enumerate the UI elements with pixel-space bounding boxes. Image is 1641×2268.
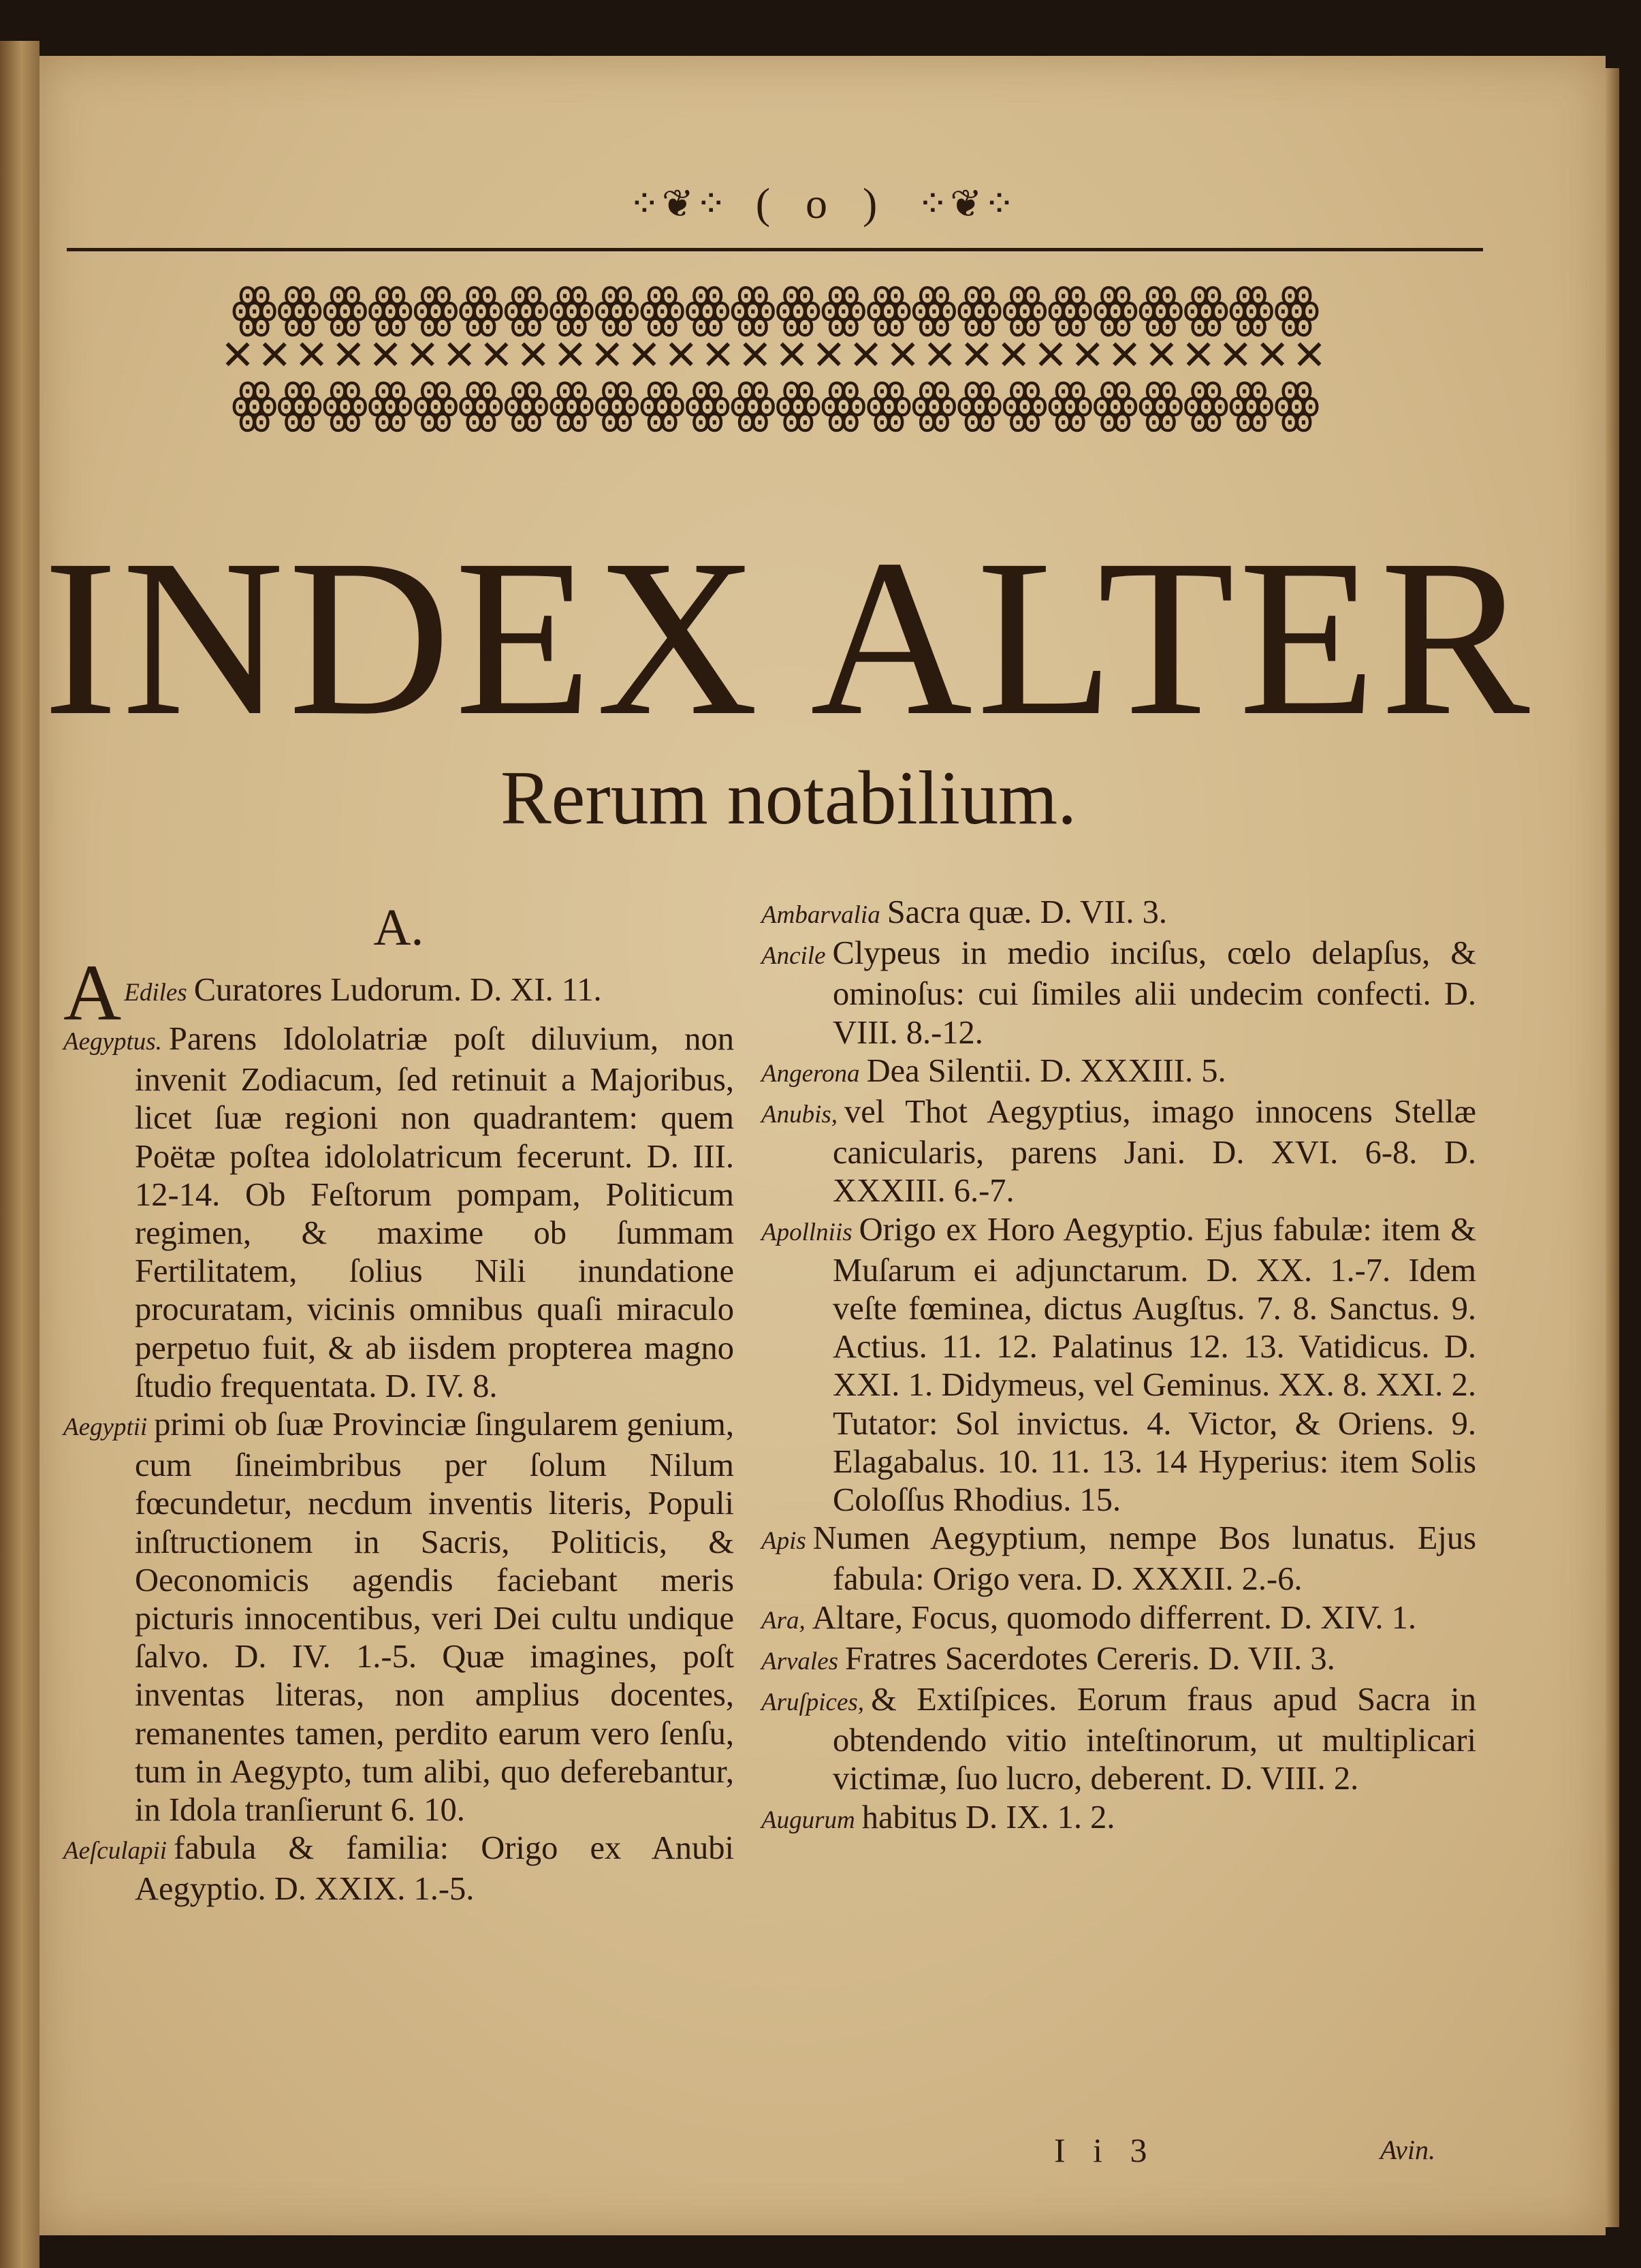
index-entry: [63, 1020, 734, 1406]
entry-headword: Ara,: [761, 1606, 806, 1635]
ornament-left-icon: ⁘❦⁘: [628, 183, 729, 225]
entry-headword: Angerona: [761, 1059, 860, 1088]
entry-text: Curatores Ludorum. D. XI. 11.: [193, 972, 602, 1008]
page-title: INDEX ALTER: [43, 514, 1534, 762]
index-entry: [761, 1640, 1476, 1681]
entry-text: Numen Aegyptium, nempe Bos lunatus. Ejus fabula: Origo vera. D. XXXII. 2.-6.: [812, 1520, 1476, 1598]
index-entry: [761, 894, 1476, 934]
entry-text: Parens Idololatriæ poſt diluvium, non invenit Zodiacum, ſed retinuit a Majoribus, licet ſuæ regioni non quadrantem: quem Poëtæ poſtea idololatricum fecerunt. D. III. 12-14. Ob Feſtorum pompam, Politicum regimen, & maxime ob ſummam Fertilitatem, ſolius Nili inundatione procuratam, vicinis omnibus quaſi miraculo perpetuo fuit, & ab iisdem propterea magno ſtudio frequentata. D. IV. 8.: [135, 1021, 734, 1404]
entry-text: & Extiſpices. Eorum fraus apud Sacra in obtendendo vitio inteſtinorum, ut multiplicari victimæ, ſuo lucro, deberent. D. VIII. 2.: [833, 1682, 1476, 1797]
index-entry: [761, 1681, 1476, 1799]
band-row-bottom: ꙮꙮꙮꙮꙮꙮꙮꙮꙮꙮꙮꙮꙮꙮꙮꙮꙮꙮꙮꙮꙮꙮꙮꙮ: [231, 373, 1319, 432]
page-number: ( o ): [755, 179, 890, 227]
entry-text: Clypeus in medio inciſus, cœlo delapſus, & ominoſus: cui ſimiles alii undecim confecti. D. VIII. 8.-12.: [832, 935, 1476, 1051]
band-row-top: ꙮꙮꙮꙮꙮꙮꙮꙮꙮꙮꙮꙮꙮꙮꙮꙮꙮꙮꙮꙮꙮꙮꙮꙮ: [231, 281, 1319, 337]
entry-text: Sacra quæ. D. VII. 3.: [887, 894, 1167, 930]
index-entry: [761, 934, 1476, 1052]
index-entry: [761, 1519, 1476, 1598]
head-rule: [67, 248, 1483, 251]
entry-text: Altare, Focus, quomodo differrent. D. XIV. 1.: [812, 1599, 1416, 1636]
entry-headword: Apollniis: [761, 1218, 853, 1246]
index-entry: [63, 1829, 734, 1908]
page-fore-edge: [1606, 68, 1619, 2227]
entry-headword: Ediles: [124, 979, 187, 1007]
page-footer: [761, 2126, 1476, 2174]
entry-text: Dea Silentii. D. XXXIII. 5.: [866, 1052, 1226, 1089]
catchword: Avin.: [1380, 2135, 1435, 2165]
entry-text: habitus D. IX. 1. 2.: [861, 1799, 1115, 1836]
running-head: [39, 178, 1606, 229]
right-column: [761, 894, 1476, 1840]
left-column: [63, 894, 734, 1909]
entry-headword: Apis: [761, 1527, 806, 1556]
index-entry: [761, 1211, 1476, 1520]
ornamental-band: [67, 281, 1483, 444]
index-entry: [63, 948, 734, 1037]
drop-cap: A: [63, 948, 122, 1037]
index-entry: [761, 1599, 1476, 1640]
entry-text: primi ob ſuæ Provinciæ ſingularem genium, cum ſineimbribus per ſolum Nilum fœcundetur, necdum inventis literis, Populi inſtructionem in Sacris, Politicis, & Oeconomicis agendis faciebant meris picturis innocentibus, veri Dei cultu undique ſalvo. D. IV. 1.-5. Quæ imagines, poſt inventas literas, non amplius docentes, remanentes tamen, perdito earum vero ſenſu, tum in Aegypto, tum alibi, quo deferebantur, in Idola tranſierunt 6. 10.: [135, 1406, 734, 1829]
page-subtitle: Rerum notabilium.: [500, 756, 1077, 840]
entry-text: Fratres Sacerdotes Cereris. D. VII. 3.: [845, 1640, 1335, 1677]
section-letter: A.: [373, 899, 424, 956]
ornament-right-icon: ⁘❦⁘: [917, 183, 1017, 225]
entry-headword: Arvales: [761, 1647, 839, 1675]
entry-headword: Ambarvalia: [761, 901, 880, 929]
entry-headword: Aegyptus.: [63, 1028, 162, 1056]
entry-headword: Augurum: [761, 1806, 855, 1834]
entry-headword: Aegyptii: [63, 1413, 148, 1442]
entry-text: vel Thot Aegyptius, imago innocens Stellæ canicularis, parens Jani. D. XVI. 6-8. D. XXXIII. 6.-7.: [833, 1094, 1476, 1210]
index-entry: [761, 1093, 1476, 1211]
entry-headword: Ancile: [761, 942, 826, 971]
index-entry: [761, 1799, 1476, 1840]
previous-page-edge: [0, 41, 39, 2268]
entry-headword: Anubis,: [761, 1101, 838, 1129]
entry-headword: Aeſculapii: [63, 1837, 168, 1865]
signature-mark: I i 3: [1054, 2131, 1157, 2169]
entry-text: Origo ex Horo Aegyptio. Ejus fabulæ: item & Muſarum ei adjunctarum. D. XX. 1.-7. Idem veſte fœminea, dictus Augſtus. 7. 8. Sanctus. 9. Actius. 11. 12. Palatinus 12. 13. Vatidicus. D. XXI. 1. Didymeus, vel Geminus. XX. 8. XXI. 2. Tutator: Sol invictus. 4. Victor, & Oriens. 9. Elagabalus. 10. 11. 13. 14 Hyperius: item Solis Coloſſus Rhodius. 15.: [833, 1211, 1476, 1519]
index-entry: [761, 1052, 1476, 1093]
band-row-middle: ✕✕✕✕✕✕✕✕✕✕✕✕✕✕✕✕✕✕✕✕✕✕✕✕✕✕✕✕✕✕: [220, 333, 1330, 378]
book-page: [39, 56, 1606, 2235]
index-entry: [63, 1406, 734, 1829]
entry-headword: Aruſpices,: [761, 1688, 865, 1717]
entry-text: fabula & familia: Origo ex Anubi Aegyptio. D. XXIX. 1.-5.: [135, 1830, 734, 1908]
